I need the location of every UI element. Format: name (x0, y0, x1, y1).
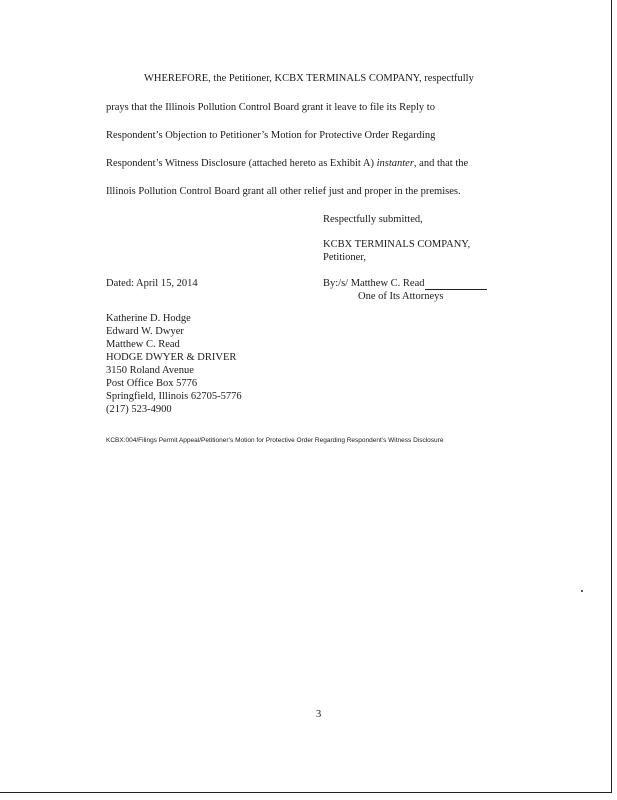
page-number: 3 (316, 709, 322, 720)
firm-name: HODGE DWYER & DRIVER (106, 352, 237, 363)
address-city: Springfield, Illinois 62705-5776 (106, 391, 242, 402)
body-line-2: prays that the Illinois Pollution Control Board grant it leave to file its Reply to (106, 102, 435, 113)
instanter-term: instanter (376, 158, 414, 169)
body-line-1: WHEREFORE, the Petitioner, KCBX TERMINALS COMPANY, respectfully (144, 73, 474, 84)
page-edge-bottom (0, 792, 612, 793)
date-line: Dated: April 15, 2014 (106, 278, 198, 289)
attorney-1: Katherine D. Hodge (106, 313, 191, 324)
attorney-2: Edward W. Dwyer (106, 326, 184, 337)
party-role: Petitioner, (323, 252, 367, 263)
closing: Respectfully submitted, (323, 214, 423, 225)
body-line-3: Respondent’s Objection to Petitioner’s Motion for Protective Order Regarding (106, 130, 436, 141)
company-name: KCBX TERMINALS COMPANY, (323, 239, 471, 250)
address-po-box: Post Office Box 5776 (106, 378, 198, 389)
body-line-4 (106, 157, 468, 170)
signature-name: By:/s/ Matthew C. Read (323, 278, 425, 289)
by-line (323, 277, 487, 290)
attorney-role: One of Its Attorneys (358, 291, 444, 302)
phone-number: (217) 523-4900 (106, 404, 172, 415)
file-path-note: KCBX:004/Filings Permit Appeal/Petitioner’s Motion for Protective Order Regarding Respondent’s Witness Disclosure (106, 437, 444, 444)
body-line-4-head: Respondent’s Witness Disclosure (attached hereto as Exhibit A) (106, 158, 377, 169)
body-line-5: Illinois Pollution Control Board grant all other relief just and proper in the premises. (106, 186, 461, 197)
scan-mark (581, 590, 583, 592)
page-edge-right (611, 0, 612, 792)
signature-underline (425, 279, 487, 290)
address-street: 3150 Roland Avenue (106, 365, 194, 376)
body-line-4-tail: , and that the (413, 158, 469, 169)
attorney-3: Matthew C. Read (106, 339, 180, 350)
